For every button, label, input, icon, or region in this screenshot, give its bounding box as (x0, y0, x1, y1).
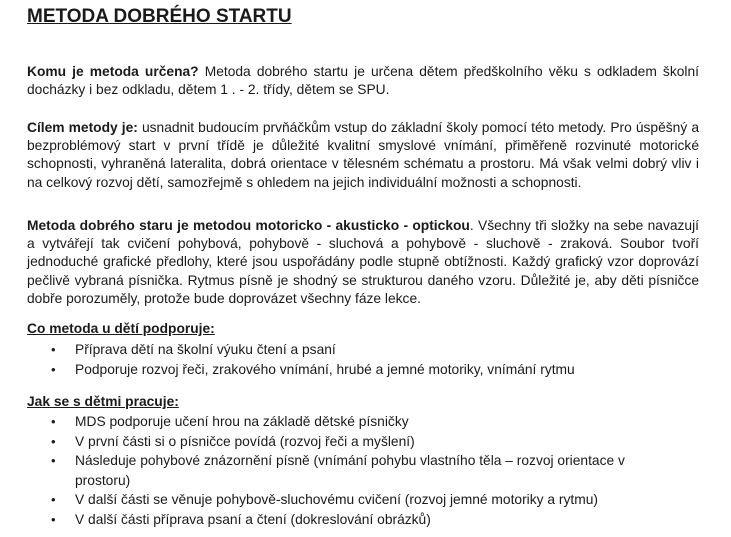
bullet-icon: • (51, 492, 56, 507)
support-list (27, 340, 699, 379)
section-heading-support: Co metoda u dětí podporuje: (27, 321, 215, 336)
page-title: METODA DOBRÉHO STARTU (27, 6, 292, 27)
list-item-text: Příprava dětí na školní výuku čtení a psaní (75, 342, 336, 357)
bullet-icon: • (51, 511, 56, 527)
list-item-text: V další části se věnuje pohybově-sluchovému cvičení (rozvoj jemné motoriky a rytmu) (75, 492, 598, 507)
bullet-icon: • (51, 453, 56, 468)
bullet-icon: • (51, 414, 56, 429)
list-item-text: MDS podporuje učení hrou na základě dětské písničky (75, 414, 409, 429)
paragraph-method (27, 217, 699, 308)
list-item-text: V další části příprava psaní a čtení (dokreslování obrázků) (75, 511, 431, 527)
list-item (27, 360, 655, 380)
list-item-text: Podporuje rozvoj řeči, zrakového vnímání, hrubé a jemné motoriky, vnímání rytmu (75, 361, 575, 377)
paragraph-text: usnadnit budoucím prvňáčkům vstup do základní školy pomocí této metody. Pro úspěšný a bezproblémový start v první třídě je důležité kvalitní smyslové vnímání, přiměřeně rozvinuté motorické schopnosti, vyhraněná lateralita, dobrá orientace v tělesném schématu a prostoru. Má však velmi dobrý vliv i na celkový rozvoj dětí, samozřejmě s ohledem na jejich individuální možnosti a schopnosti. (27, 120, 699, 190)
bullet-icon: • (51, 342, 56, 357)
list-item (27, 490, 655, 510)
paragraph-lead: Komu je metoda určena? (27, 64, 199, 79)
list-item-text: Následuje pohybové znázornění písně (vnímání pohybu vlastního těla – rozvoj orientace v prostoru) (75, 453, 625, 488)
bullet-icon: • (51, 433, 56, 449)
paragraph-target-group (27, 63, 699, 99)
bullet-icon: • (51, 361, 56, 377)
paragraph-text: . Všechny tři složky na sebe navazují a vytvářejí tak cvičení pohybová, pohybově - sluchová a pohybově - sluchově - zraková. Soubor tvoří jednoduché grafické předlohy, které jsou uspořádány podle stupně obtížnosti. Každý grafický vzor doprovází pečlivě vybraná písnička. Rytmus písně je shodný se strukturou daného vzoru. Důležité je, aby děti písničce dobře porozuměly, protože bude doprovázet všechny fáze lekce. (27, 218, 699, 306)
paragraph-text: Metoda dobrého startu je určena dětem předškolního věku s odkladem školní docházky i bez odkladu, dětem 1 . - 2. třídy, dětem se SPU. (27, 64, 699, 98)
list-item (27, 451, 655, 490)
paragraph-lead: Metoda dobrého staru je metodou motoricko - akusticko - optickou (27, 218, 470, 233)
list-item (27, 340, 655, 360)
list-item (27, 412, 655, 432)
list-item-text: V první části si o písničce povídá (rozvoj řeči a myšlení) (75, 433, 415, 449)
list-item (27, 432, 655, 452)
paragraph-goal (27, 119, 699, 192)
list-item (27, 510, 655, 530)
paragraph-lead: Cílem metody je: (27, 120, 138, 135)
work-list (27, 412, 699, 529)
section-heading-work: Jak se s dětmi pracuje: (27, 394, 179, 409)
